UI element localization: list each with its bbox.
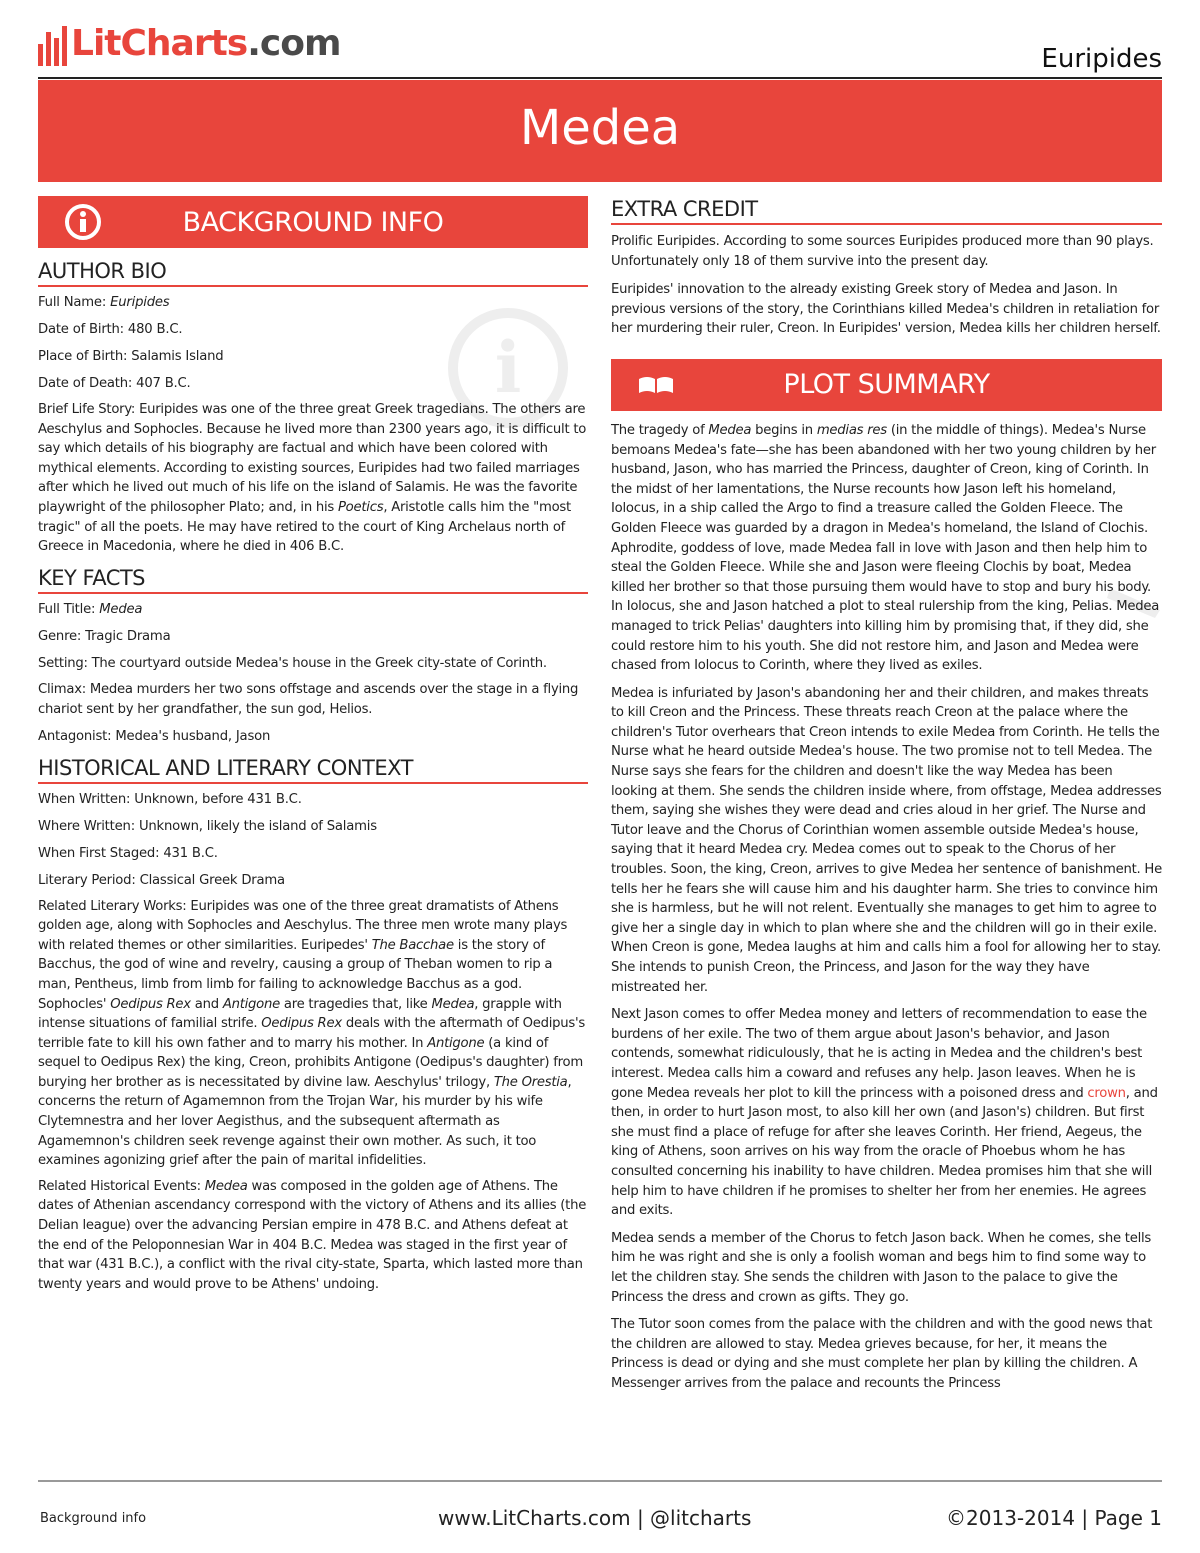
- key-facts-heading: KEY FACTS: [38, 565, 588, 594]
- author-name: Euripides: [1041, 44, 1162, 74]
- full-name-field: Full Name: Euripides: [38, 295, 170, 310]
- life-story-paragraph: Brief Life Story: Euripides was one of the three great Greek tragedians. The others are Aeschylus and Sophocles. Because he lived more than 2300 years ago, it is difficult to say which details of his biography are factual and which have been colored with mythical elements. According to existing sources, Euripides had two failed marriages after which he lived out much of his life on the island of Salamis. He was the favorite playwright of the philosopher Plato; and, in his Poetics, Aristotle calls him the "most tragic" of all the poets. He may have retired to the court of King Archelaus north of Greece in Macedonia, where he died in 406 B.C.: [38, 402, 587, 555]
- footer-divider: [38, 1480, 1162, 1482]
- author-bio-heading: AUTHOR BIO: [38, 258, 588, 287]
- historical-context-heading: HISTORICAL AND LITERARY CONTEXT: [38, 755, 588, 784]
- extra-credit-heading: EXTRA CREDIT: [611, 196, 1162, 225]
- background-info-label: BACKGROUND INFO: [182, 206, 444, 238]
- when-written-field: When Written: Unknown, before 431 B.C.: [38, 791, 302, 807]
- left-column: [38, 196, 588, 1294]
- setting-field: Setting: The courtyard outside Medea's house in the Greek city-state of Corinth.: [38, 655, 547, 671]
- page-header: [38, 22, 1162, 78]
- info-watermark-icon: i: [448, 308, 568, 428]
- crown-link[interactable]: crown: [1087, 1085, 1126, 1101]
- place-of-birth-field: Place of Birth: Salamis Island: [38, 349, 224, 364]
- page-title: Medea: [38, 80, 1162, 182]
- footer-site-link[interactable]: www.LitCharts.com | @litcharts: [438, 1506, 752, 1530]
- logo-text: LitCharts.com: [71, 23, 341, 64]
- plot-paragraph-1: The tragedy of Medea begins in medias res (in the middle of things). Medea's Nurse bemoans Medea's fate—she has been abandoned with her two young children by her husband, Jason, who has married the Princess, daughter of Creon, king of Corinth. In the midst of her lamentations, the Nurse recounts how Jason left his homeland, Iolocus, in a ship called the Argo to find a treasure called the Golden Fleece. The Golden Fleece was guarded by a dragon in Medea's homeland, the Island of Clochis. Aphrodite, goddess of love, made Medea fall in love with Jason and then help him to steal the Golden Fleece. While she and Jason were fleeing Clochis by boat, Medea killed her brother so that those pursuing them would have to stop and bury his body. In Iolocus, she and Jason hatched a plot to steal rulership from the king, Pelias. Medea managed to trick Pelias' daughters into killing him by promising that, if they did, she could restore him to his youth. She did not restore him, and Jason and Medea were chased from Iolocus to Corinth, where they lived as exiles.: [611, 422, 1160, 674]
- literary-period-field: Literary Period: Classical Greek Drama: [38, 872, 285, 888]
- logo-bars-icon: [38, 26, 67, 66]
- header-divider: [38, 77, 1162, 79]
- related-events-paragraph: Related Historical Events: Medea was composed in the golden age of Athens. The dates of Athenian ascendancy correspond with the victory of Athens and its allies (the Delian league) over the advancing Persian empire in 478 B.C. and Athens defeat at the end of the Peloponnesian War in 404 B.C. Medea was staged in the first year of that war (431 B.C.), a conflict with the rival city-state, Sparta, which lasted more than twenty years and would prove to be Athens' undoing.: [38, 1178, 587, 1292]
- background-info-banner: [38, 196, 588, 248]
- where-written-field: Where Written: Unknown, likely the island of Salamis: [38, 818, 377, 834]
- antagonist-field: Antagonist: Medea's husband, Jason: [38, 728, 271, 744]
- date-of-birth-field: Date of Birth: 480 B.C.: [38, 322, 183, 337]
- plot-summary-banner: [611, 359, 1162, 411]
- genre-field: Genre: Tragic Drama: [38, 628, 171, 644]
- plot-paragraph-4: Medea sends a member of the Chorus to fetch Jason back. When he comes, she tells him he was right and she is only a foolish woman and begs him to find some way to let the children stay. She sends the children with Jason to the palace to give the Princess the dress and crown as gifts. They go.: [611, 1230, 1152, 1305]
- plot-paragraph-2: Medea is infuriated by Jason's abandoning her and their children, and makes threats to kill Creon and the Princess. These threats reach Creon at the palace where the children's Tutor overhears that Creon intends to exile Medea from Corinth. He tells the Nurse what he heard outside Medea's house. The two promise not to tell Medea. The Nurse says she fears for the children and doesn't like the way Medea has been looking at them. She sends the children inside where, from offstage, Medea addresses them, saying she wishes they were dead and cries aloud in her grief. The Nurse and Tutor leave and the Chorus of Corinthian women assemble outside Medea's house, saying that it heard Medea cry. Medea comes out to speak to the Chorus of her troubles. Soon, the king, Creon, arrives to give Medea her sentence of banishment. He tells her he fears she will cause him and his daughter harm. She tries to convince him she is harmless, but he will not relent. Eventually she manages to get him to agree to give her a single day in which to plan where she and the children will go in their exile. When Creon is gone, Medea laughs at him and calls him a fool for allowing her to stay. She intends to punish Creon, the Princess, and Jason for the way they have mistreated her.: [611, 685, 1162, 995]
- plot-paragraph-3: Next Jason comes to offer Medea money and letters of recommendation to ease the burdens of her exile. The two of them argue about Jason's behavior, and Jason contends, somewhat ridiculously, that he is acting in Medea and the children's best interest. Medea calls him a coward and refuses any help. Jason leaves. When he is gone Medea reveals her plot to kill the princess with a poisoned dress and crown, and then, in order to hurt Jason most, to also kill her own (and Jason's) children. But first she must find a place of refuge for after she leaves Corinth. Her friend, Aegeus, the king of Athens, soon arrives on his way from the oracle of Phoebus whom he has consulted concerning his inability to have children. Medea promises him that she will help him to have children if he promises to shelter her from her enemies. He agrees and exits.: [611, 1007, 1158, 1219]
- full-title-field: Full Title: Medea: [38, 601, 143, 617]
- extra-credit-paragraph-1: Prolific Euripides. According to some sources Euripides produced more than 90 plays. Unfortunately only 18 of them survive into the present day.: [611, 234, 1154, 269]
- plot-paragraph-5: The Tutor soon comes from the palace with the children and with the good news that the children are allowed to stay. Medea grieves because, for her, it means the Princess is dead or dying and she must complete her plan by killing the children. A Messenger arrives from the palace and recounts the Princess: [611, 1317, 1153, 1391]
- extra-credit-paragraph-2: Euripides' innovation to the already existing Greek story of Medea and Jason. In previous versions of the story, the Corinthians killed Medea's children in retaliation for her murdering their ruler, Creon. In Euripides' version, Medea kills her children herself.: [611, 282, 1161, 337]
- open-book-icon: [636, 373, 676, 397]
- plot-summary-label: PLOT SUMMARY: [783, 369, 990, 401]
- first-staged-field: When First Staged: 431 B.C.: [38, 845, 218, 861]
- climax-field: Climax: Medea murders her two sons offstage and ascends over the stage in a flying chariot sent by her grandfather, the sun god, Helios.: [38, 682, 579, 717]
- related-works-paragraph: Related Literary Works: Euripides was one of the three great dramatists of Athens golden age, along with Sophocles and Aeschylus. The three men wrote many plays with related themes or other similarities. Euripedes' The Bacchae is the story of Bacchus, the god of wine and revelry, causing a group of Theban women to rip a man, Pentheus, limb from limb for failing to acknowledge Bacchus as a god. Sophocles' Oedipus Rex and Antigone are tragedies that, like Medea, grapple with intense situations of familial strife. Oedipus Rex deals with the aftermath of Oedipus's terrible fate to kill his own father and to marry his mother. In Antigone (a kind of sequel to Oedipus Rex) the king, Creon, prohibits Antigone (Oedipus's daughter) from burying her brother as is necessitated by divine law. Aeschylus' trilogy, The Orestia, concerns the return of Agamemnon from the Trojan War, his murder by his wife Clytemnestra and her lover Aegisthus, and the subsequent aftermath as Agamemnon's children seek revenge against their own mother. As such, it too examines agonizing grief after the pain of marital infidelities.: [38, 898, 586, 1169]
- litcharts-logo[interactable]: [38, 22, 341, 66]
- footer-section-label: Background info: [40, 1511, 147, 1526]
- right-column: [611, 196, 1162, 1393]
- footer-page-number: ©2013-2014 | Page 1: [946, 1506, 1162, 1530]
- info-icon: [64, 203, 102, 241]
- date-of-death-field: Date of Death: 407 B.C.: [38, 376, 191, 391]
